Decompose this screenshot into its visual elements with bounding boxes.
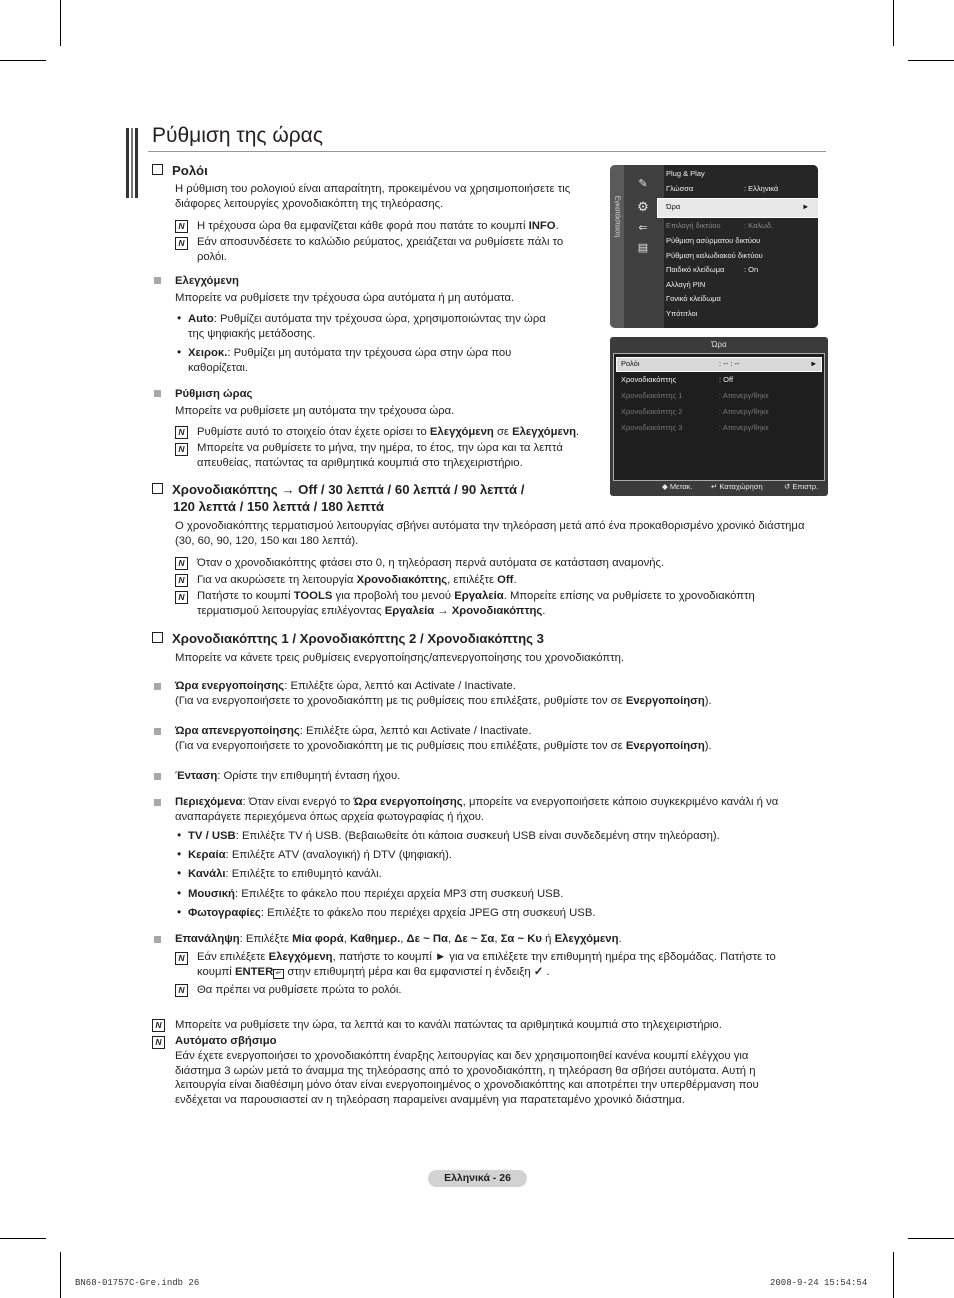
time-menu-body bbox=[613, 353, 825, 481]
section-heading-timers: Χρονοδιακόπτης 1 / Χρονοδιακόπτης 2 / Χρονοδιακόπτης 3 bbox=[152, 630, 544, 647]
setup-menu-item[interactable]: Ρύθμιση καλωδιακού δικτύου bbox=[666, 251, 763, 260]
application-icon: ▤ bbox=[637, 242, 649, 254]
note-set-clock-first: Θα πρέπει να ρυθμίσετε πρώτα το ρολόι. bbox=[197, 984, 402, 996]
setup-menu-item[interactable]: Παιδικό κλείδωμα bbox=[666, 265, 725, 274]
page-number-badge: Ελληνικά - 26 bbox=[428, 1170, 527, 1187]
note-icon: N bbox=[175, 591, 188, 604]
square-bullet bbox=[154, 799, 161, 806]
note-cancel: Για να ακυρώσετε τη λειτουργία Χρονοδιακόπτης, επιλέξτε Off. bbox=[197, 574, 517, 586]
print-file-info: BN68-01757C-Gre.indb 26 bbox=[75, 1278, 200, 1288]
crop-mark bbox=[908, 60, 954, 61]
setup-menu-item[interactable]: Γλώσσα bbox=[666, 184, 694, 193]
time-menu-value: : Απενεργ/θηκε bbox=[719, 391, 769, 400]
contents-option: Κεραία: Επιλέξτε ATV (αναλογική) ή DTV (ψηφιακή). bbox=[188, 849, 452, 861]
note-power: Εάν αποσυνδέσετε το καλώδιο ρεύματος, χρειάζεται να ρυθμίσετε πάλι το ρολόι. bbox=[197, 236, 564, 263]
enter-key-icon: ↵ bbox=[273, 969, 284, 979]
time-menu-screen bbox=[610, 337, 828, 496]
square-bullet bbox=[154, 390, 161, 397]
note-icon: N bbox=[152, 1019, 165, 1032]
setup-menu-item[interactable]: Ρύθμιση ασύρματου δικτύου bbox=[666, 236, 761, 245]
note-numeric-buttons: Μπορείτε να ρυθμίσετε την ώρα, τα λεπτά και το κανάλι πατώντας τα αριθμητικά κουμπιά στο τηλεχειριστήριο. bbox=[175, 1019, 722, 1031]
bullet: • bbox=[177, 847, 182, 861]
note-info: Η τρέχουσα ώρα θα εμφανίζεται κάθε φορά που πατάτε το κουμπί INFO. bbox=[197, 220, 559, 232]
note-icon: N bbox=[175, 952, 188, 965]
footer-enter: ↵ Καταχώρηση bbox=[711, 482, 763, 491]
time-menu-item[interactable]: Χρονοδιακόπτης bbox=[621, 375, 677, 384]
menu-icon-column bbox=[624, 165, 664, 328]
square-bullet bbox=[154, 277, 161, 284]
square-bullet bbox=[154, 936, 161, 943]
bullet: • bbox=[177, 886, 182, 900]
note-set-controlled: Ρυθμίστε αυτό το στοιχείο όταν έχετε ορίσει το Ελεγχόμενη σε Ελεγχόμενη. bbox=[197, 426, 580, 438]
footer-return: ↺ Επιστρ. bbox=[784, 482, 819, 491]
note-icon: N bbox=[152, 1036, 165, 1049]
return-icon: ↺ bbox=[784, 482, 791, 491]
contents-option: TV / USB: Επιλέξτε TV ή USB. (Βεβαιωθείτε ότι κάποια συσκευή USB είναι συνδεδεμένη στην τηλεόραση). bbox=[188, 830, 720, 842]
note-icon: N bbox=[175, 557, 188, 570]
setup-menu-item[interactable]: Επιλογή δικτύου bbox=[666, 221, 721, 230]
time-setting-text: Μπορείτε να ρυθμίσετε μη αυτόματα την τρέχουσα ώρα. bbox=[175, 405, 455, 417]
check-icon: ✓ bbox=[533, 966, 544, 978]
bullet: • bbox=[177, 311, 182, 325]
note-icon: N bbox=[175, 237, 188, 250]
contents-option: Κανάλι: Επιλέξτε το επιθυμητό κανάλι. bbox=[188, 868, 382, 880]
note-numeric: Μπορείτε να ρυθμίσετε το μήνα, την ημέρα, το έτος, την ώρα και τα λεπτά απευθείας, πατώντας τα αριθμητικά κουμπιά στο τηλεχειριστήριο. bbox=[197, 442, 563, 469]
section-heading-clock: Ρολόι bbox=[152, 162, 208, 179]
clock-intro: Η ρύθμιση του ρολογιού είναι απαραίτητη, προκειμένου να χρησιμοποιήσετε τις διάφορες λειτουργίες χρονοδιακόπτη της τηλεόρασης. bbox=[175, 183, 571, 210]
manual-item: Χειροκ.: Ρυθμίζει μη αυτόματα την τρέχουσα ώρα στην ώρα που καθορίζεται. bbox=[188, 347, 512, 374]
setup-menu-item[interactable]: Plug & Play bbox=[666, 169, 705, 178]
time-menu-item[interactable]: Χρονοδιακόπτης 2 bbox=[621, 407, 683, 416]
bullet: • bbox=[177, 828, 182, 842]
timers-text: Μπορείτε να κάνετε τρεις ρυθμίσεις ενεργοποίησης/απενεργοποίησης του χρονοδιακόπτη. bbox=[175, 652, 625, 664]
setup-menu-item[interactable]: Υπότιτλοι bbox=[666, 309, 698, 318]
crop-mark bbox=[0, 1238, 46, 1239]
crop-mark bbox=[893, 1252, 894, 1298]
square-bullet bbox=[154, 683, 161, 690]
note-icon: N bbox=[175, 220, 188, 233]
title-divider bbox=[148, 151, 826, 152]
auto-item: Auto: Ρυθμίζει αυτόματα την τρέχουσα ώρα, χρησιμοποιώντας την ώρα της ψηφιακής μετάδοσης. bbox=[188, 313, 546, 340]
arrow-right-icon: ► bbox=[810, 359, 818, 368]
time-menu-value: : Off bbox=[719, 375, 734, 384]
square-bullet bbox=[154, 773, 161, 780]
setup-side-tab: Εγκατάσταση bbox=[610, 165, 624, 328]
note-icon: N bbox=[175, 426, 188, 439]
time-menu-value: : Απενεργ/θηκε bbox=[719, 423, 769, 432]
note-icon: N bbox=[175, 984, 188, 997]
input-icon: ⇐ bbox=[638, 222, 648, 234]
time-menu-item[interactable]: Ρολόι bbox=[621, 359, 640, 368]
note-icon: N bbox=[175, 443, 188, 456]
sleep-timer-text: Ο χρονοδιακόπτης τερματισμού λειτουργίας σβήνει αυτόματα την τηλεόραση μετά από ένα προκαθορισμένο χρονικό διάστημα (30, 60, 90, 120, 150 και 180 λεπτά). bbox=[175, 520, 805, 547]
enter-icon: ↵ bbox=[711, 482, 718, 491]
setup-menu-screen bbox=[610, 165, 818, 328]
contents-option: Μουσική: Επιλέξτε το φάκελο που περιέχει αρχεία MP3 στη συσκευή USB. bbox=[188, 888, 564, 900]
square-bullet bbox=[154, 728, 161, 735]
crop-mark bbox=[0, 60, 46, 61]
auto-power-off-text: Εάν έχετε ενεργοποιήσει το χρονοδιακόπτη έναρξης λειτουργίας και δεν χρησιμοποιηθεί κανένα κουμπί ελέγχου για διάστημα 3 ωρών μετά το άναμμα της τηλεόρασης από το χρονοδιακόπτη, η τηλεόραση θα σβήσει αυτόματα. Αυτή η λειτουργία είναι διαθέσιμη μόνο όταν είναι ενεργοποιημένος ο χρονοδιακόπτης και αποτρέπει την υπερθέρμανση που ενδέχεται να παρουσιαστεί αν η τηλεόραση παραμείνει αναμμένη για παρατεταμένο χρονικό διάστημα. bbox=[175, 1050, 759, 1106]
time-menu-value: : Απενεργ/θηκε bbox=[719, 407, 769, 416]
bullet: • bbox=[177, 345, 182, 359]
section-heading-sleep-timer: Χρονοδιακόπτης → Off / 30 λεπτά / 60 λεπτά / 90 λεπτά / 120 λεπτά / 150 λεπτά / 180 λεπτά bbox=[152, 481, 524, 515]
contents-option: Φωτογραφίες: Επιλέξτε το φάκελο που περιέχει αρχεία JPEG στη συσκευή USB. bbox=[188, 907, 596, 919]
crop-mark bbox=[908, 1238, 954, 1239]
picture-icon: ✎ bbox=[638, 178, 648, 190]
note-icon: N bbox=[175, 574, 188, 587]
time-menu-item[interactable]: Χρονοδιακόπτης 1 bbox=[621, 391, 683, 400]
on-time-item: Ώρα ενεργοποίησης: Επιλέξτε ώρα, λεπτό και Activate / Inactivate. (Για να ενεργοποιήσετε το χρονοδιακόπτη με τις ρυθμίσεις που επιλέξατε, ρυθμίστε τον σε Ενεργοποίηση). bbox=[175, 680, 712, 707]
volume-item: Ένταση: Ορίστε την επιθυμητή ένταση ήχου. bbox=[175, 770, 401, 782]
setup-menu-value: : Ελληνικά bbox=[744, 184, 779, 193]
menu-highlight bbox=[657, 198, 818, 218]
bullet: • bbox=[177, 905, 182, 919]
off-time-item: Ώρα απενεργοποίησης: Επιλέξτε ώρα, λεπτό και Activate / Inactivate. (Για να ενεργοποιήσετε το χρονοδιακόπτη με τις ρυθμίσεις που επιλέξατε, ρυθμίστε τον σε Ενεργοποίηση). bbox=[175, 725, 712, 752]
repeat-item: Επανάληψη: Επιλέξτε Μία φορά, Καθημερ., Δε ~ Πα, Δε ~ Σα, Σα ~ Κυ ή Ελεγχόμενη. bbox=[175, 933, 622, 945]
gear-icon: ⚙ bbox=[637, 199, 649, 214]
setup-menu-item[interactable]: Γονικό κλείδωμα bbox=[666, 294, 721, 303]
auto-power-off-title: Αυτόματο σβήσιμο bbox=[175, 1035, 277, 1047]
bullet: • bbox=[177, 866, 182, 880]
crop-mark bbox=[60, 0, 61, 46]
crop-mark bbox=[60, 1252, 61, 1298]
page-title: Ρύθμιση της ώρας bbox=[152, 124, 323, 147]
print-date-info: 2008-9-24 15:54:54 bbox=[770, 1278, 868, 1288]
title-accent-bar bbox=[126, 128, 138, 198]
crop-mark bbox=[893, 0, 894, 46]
setup-menu-value: : On bbox=[744, 265, 759, 274]
note-repeat-manual: Εάν επιλέξετε Ελεγχόμενη, πατήστε το κουμπί ► για να επιλέξετε την επιθυμητή ημέρα της εβδομάδας. Πατήστε το κουμπί ENTER ↵ στην επιθυμητή μέρα και θα εμφανιστεί η ένδειξη ✓ . bbox=[197, 951, 776, 978]
footer-move: ◆ Μετακ. bbox=[662, 482, 693, 491]
subheading-time-setting: Ρύθμιση ώρας bbox=[175, 388, 253, 400]
setup-menu-item[interactable]: Ώρα bbox=[666, 202, 681, 211]
time-menu-value: : -- : -- bbox=[719, 359, 740, 368]
time-menu-header: Ώρα bbox=[711, 340, 727, 349]
setup-menu-value: : Καλωδ. bbox=[744, 221, 774, 230]
arrow-right-icon: ► bbox=[802, 202, 810, 211]
time-menu-item[interactable]: Χρονοδιακόπτης 3 bbox=[621, 423, 683, 432]
note-standby: Όταν ο χρονοδιακόπτης φτάσει στο 0, η τηλεόραση περνά αυτόματα σε κατάσταση αναμονής. bbox=[197, 557, 665, 569]
subheading-controlled: Ελεγχόμενη bbox=[175, 275, 239, 287]
move-icon: ◆ bbox=[662, 482, 668, 491]
setup-menu-item[interactable]: Αλλαγή PIN bbox=[666, 280, 706, 289]
controlled-text: Μπορείτε να ρυθμίσετε την τρέχουσα ώρα αυτόματα ή μη αυτόματα. bbox=[175, 292, 515, 304]
note-tools: Πατήστε το κουμπί TOOLS για προβολή του μενού Εργαλεία. Μπορείτε επίσης να ρυθμίσετε το χρονοδιακόπτη τερματισμού λειτουργίας επιλέγοντας Εργαλεία → Χρονοδιακόπτης. bbox=[197, 590, 755, 617]
contents-item: Περιεχόμενα: Όταν είναι ενεργό το Ώρα ενεργοποίησης, μπορείτε να ενεργοποιήσετε κάποιο συγκεκριμένο κανάλι ή να αναπαράγετε περιεχόμενα όπως αρχεία φωτογραφίας ή ήχου. bbox=[175, 796, 779, 823]
